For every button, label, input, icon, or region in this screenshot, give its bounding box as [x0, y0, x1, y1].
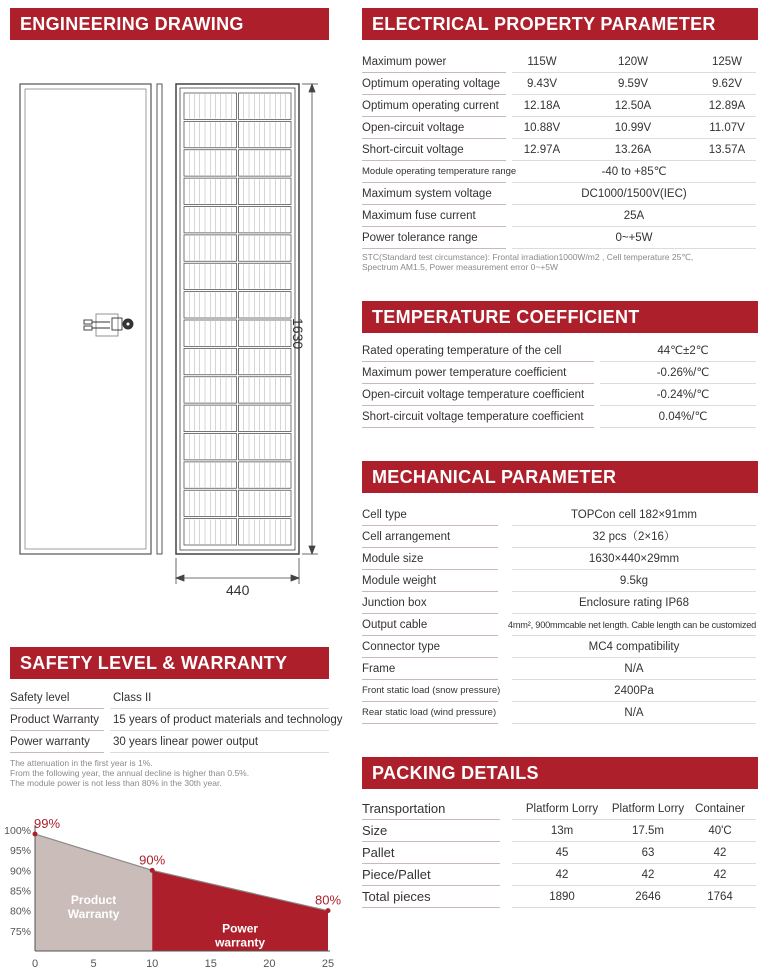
x-tick-label: 0	[31, 958, 39, 970]
safety-row-value: Class II	[113, 692, 152, 704]
packing-row-value: 13m	[550, 825, 574, 837]
electrical-row-value: 25A	[623, 210, 645, 222]
packing-row-value: 45	[555, 847, 569, 859]
row-divider	[362, 569, 498, 570]
electrical-row-label: Short-circuit voltage	[362, 144, 464, 156]
data-label: 80%	[314, 892, 342, 908]
row-divider	[512, 885, 756, 886]
electrical-row-label: Maximum power	[362, 56, 447, 68]
y-tick-label: 85%	[9, 885, 31, 898]
data-label: 99%	[34, 816, 61, 832]
electrical-row-value: 12.89A	[708, 100, 746, 112]
mechanical-row-value: 32 pcs（2×16）	[592, 531, 676, 543]
electrical-row-value: 12.97A	[523, 144, 561, 156]
engineering-drawing	[0, 70, 340, 610]
electrical-row-value: 9.43V	[526, 78, 558, 90]
temperature-title: TEMPERATURE COEFFICIENT	[372, 306, 640, 327]
row-divider	[362, 427, 594, 428]
row-divider	[600, 383, 756, 384]
row-divider	[600, 405, 756, 406]
row-divider	[362, 525, 498, 526]
row-divider	[362, 863, 500, 864]
packing-title: PACKING DETAILS	[372, 762, 539, 783]
mechanical-row-label: Module size	[362, 553, 424, 565]
mechanical-row-label: Front static load (snow pressure)	[362, 685, 501, 696]
row-divider	[512, 226, 756, 227]
packing-row-value: 1890	[549, 891, 575, 903]
row-divider	[362, 248, 506, 249]
temperature-row-label: Short-circuit voltage temperature coefficient	[362, 411, 584, 423]
row-divider	[362, 204, 506, 205]
row-divider	[362, 907, 500, 908]
row-divider	[110, 752, 329, 753]
row-divider	[512, 841, 756, 842]
data-label: 90%	[139, 852, 166, 868]
electrical-row-value: -40 to +85℃	[601, 166, 667, 178]
row-divider	[362, 885, 500, 886]
safety-row-value: 30 years linear power output	[113, 736, 259, 748]
y-tick-label: 80%	[9, 905, 31, 918]
mechanical-row-label: Output cable	[362, 619, 428, 631]
safety-row-label: Product Warranty	[10, 714, 100, 726]
packing-row-value: 42	[641, 869, 655, 881]
mechanical-row-value: MC4 compatibility	[588, 641, 680, 653]
electrical-row-value: DC1000/1500V(IEC)	[581, 188, 687, 200]
row-divider	[362, 613, 498, 614]
safety-note-1: The attenuation in the first year is 1%.	[10, 758, 153, 768]
mechanical-row-value: 9.5kg	[619, 575, 649, 587]
safety-note-2: From the following year, the annual decline is higher than 0.5%.	[10, 768, 250, 778]
row-divider	[512, 679, 756, 680]
mechanical-row-label: Cell type	[362, 509, 407, 521]
mechanical-title: MECHANICAL PARAMETER	[372, 466, 617, 487]
mechanical-row-value: N/A	[624, 707, 644, 719]
y-tick-label: 90%	[9, 865, 31, 878]
width-dimension-label: 440	[226, 582, 250, 598]
row-divider	[10, 752, 104, 753]
row-divider	[512, 819, 756, 820]
mechanical-banner	[362, 461, 758, 493]
mechanical-row-value: TOPCon cell 182×91mm	[570, 509, 698, 521]
packing-header-col: Platform Lorry	[525, 803, 599, 815]
panel-side-profile	[157, 84, 162, 554]
mechanical-row-label: Frame	[362, 663, 396, 675]
panel-back-view	[20, 84, 151, 554]
mechanical-row-value: 4mm², 900mmcable net length. Cable length can be customized	[507, 620, 757, 630]
row-divider	[362, 701, 498, 702]
row-divider	[362, 160, 506, 161]
mechanical-row-value: N/A	[624, 663, 644, 675]
electrical-row-label: Optimum operating voltage	[362, 78, 501, 90]
row-divider	[362, 116, 506, 117]
row-divider	[512, 723, 756, 724]
row-divider	[512, 591, 756, 592]
electrical-row-label: Maximum fuse current	[362, 210, 476, 222]
electrical-row-label: Module operating temperature range	[362, 166, 517, 177]
packing-row-value: 42	[713, 869, 727, 881]
row-divider	[110, 708, 329, 709]
packing-row-value: 17.5m	[632, 825, 664, 837]
packing-row-value: 2646	[635, 891, 661, 903]
packing-header-label: Transportation	[362, 801, 446, 816]
safety-row-label: Power warranty	[10, 736, 90, 748]
row-divider	[362, 591, 498, 592]
row-divider	[362, 841, 500, 842]
row-divider	[362, 94, 506, 95]
row-divider	[512, 138, 756, 139]
row-divider	[512, 160, 756, 161]
row-divider	[512, 547, 756, 548]
temperature-row-value: 0.04%/℃	[658, 411, 708, 423]
y-tick-label: 95%	[9, 845, 31, 858]
warranty-chart	[0, 815, 345, 971]
height-dimension-label: 1630	[290, 318, 306, 350]
row-divider	[512, 657, 756, 658]
packing-row-value: 63	[641, 847, 655, 859]
y-tick-label: 75%	[9, 925, 31, 938]
row-divider	[600, 427, 756, 428]
region-label: Power	[222, 921, 259, 936]
mechanical-row-label: Junction box	[362, 597, 427, 609]
packing-row-value: 40'C	[708, 825, 732, 837]
safety-row-label: Safety level	[10, 692, 70, 704]
safety-title: SAFETY LEVEL & WARRANTY	[20, 652, 288, 673]
width-dimension	[176, 558, 299, 584]
electrical-row-value: 13.57A	[708, 144, 746, 156]
temperature-row-value: 44℃±2℃	[657, 345, 709, 357]
mechanical-row-label: Rear static load (wind pressure)	[362, 707, 497, 718]
data-point	[33, 832, 38, 837]
mechanical-row-value: 1630×440×29mm	[588, 553, 680, 565]
x-tick-label: 5	[90, 958, 97, 970]
row-divider	[362, 723, 498, 724]
temperature-row-value: -0.26%/℃	[656, 367, 710, 379]
mechanical-row-label: Cell arrangement	[362, 531, 451, 543]
mechanical-row-value: Enclosure rating IP68	[579, 597, 689, 609]
row-divider	[512, 525, 756, 526]
row-divider	[362, 138, 506, 139]
electrical-row-value: 0~+5W	[615, 232, 653, 244]
row-divider	[362, 383, 594, 384]
engineering-drawing-title: ENGINEERING DRAWING	[20, 13, 244, 34]
electrical-row-label: Optimum operating current	[362, 100, 499, 112]
packing-row-value: 42	[555, 869, 569, 881]
electrical-row-value: 9.62V	[711, 78, 743, 90]
safety-note-3: The module power is not less than 80% in the 30th year.	[10, 778, 222, 788]
row-divider	[362, 182, 506, 183]
packing-row-label: Total pieces	[362, 889, 431, 904]
row-divider	[512, 701, 756, 702]
electrical-row-label: Power tolerance range	[362, 232, 478, 244]
row-divider	[110, 730, 329, 731]
mechanical-row-value: 2400Pa	[614, 685, 654, 697]
row-divider	[512, 248, 756, 249]
row-divider	[600, 361, 756, 362]
temperature-row-label: Maximum power temperature coefficient	[362, 367, 567, 379]
row-divider	[362, 72, 506, 73]
mechanical-row-label: Connector type	[362, 641, 440, 653]
row-divider	[362, 547, 498, 548]
row-divider	[10, 708, 104, 709]
x-tick-label: 15	[204, 958, 217, 970]
temperature-row-label: Rated operating temperature of the cell	[362, 345, 562, 357]
electrical-note-1: STC(Standard test circumstance): Frontal irradiation1000W/m2 , Cell temperature 25℃,	[362, 252, 694, 262]
x-tick-label: 25	[321, 958, 335, 970]
row-divider	[512, 94, 756, 95]
row-divider	[512, 907, 756, 908]
row-divider	[512, 116, 756, 117]
temperature-row-label: Open-circuit voltage temperature coefficient	[362, 389, 585, 401]
electrical-row-value: 115W	[527, 56, 557, 68]
electrical-row-value: 120W	[617, 56, 649, 68]
row-divider	[362, 635, 498, 636]
packing-header-col: Platform Lorry	[611, 803, 685, 815]
data-point	[150, 868, 155, 873]
row-divider	[10, 730, 104, 731]
row-divider	[362, 361, 594, 362]
region-label: Warranty	[67, 907, 120, 922]
region-label: Product	[70, 893, 117, 908]
row-divider	[362, 819, 500, 820]
electrical-row-value: 13.26A	[614, 144, 652, 156]
packing-row-label: Piece/Pallet	[362, 867, 431, 882]
row-divider	[362, 657, 498, 658]
electrical-banner	[362, 8, 758, 40]
packing-row-label: Pallet	[362, 845, 395, 860]
electrical-row-value: 10.88V	[523, 122, 561, 134]
row-divider	[362, 226, 506, 227]
row-divider	[512, 72, 756, 73]
region-label: warranty	[215, 935, 266, 950]
safety-banner	[10, 647, 329, 679]
engineering-drawing-banner	[10, 8, 329, 40]
y-tick-label: 100%	[4, 825, 31, 837]
electrical-row-label: Open-circuit voltage	[362, 122, 465, 134]
row-divider	[362, 405, 594, 406]
packing-row-label: Size	[362, 823, 388, 838]
electrical-row-value: 12.18A	[523, 100, 561, 112]
electrical-row-value: 9.59V	[617, 78, 649, 90]
row-divider	[512, 182, 756, 183]
packing-header-col: Container	[695, 803, 745, 815]
electrical-row-value: 11.07V	[709, 122, 745, 134]
data-point	[326, 908, 331, 913]
electrical-row-value: 10.99V	[614, 122, 652, 134]
packing-row-value: 1764	[707, 891, 733, 903]
row-divider	[512, 569, 756, 570]
packing-banner	[362, 757, 758, 789]
x-tick-label: 20	[263, 958, 276, 970]
temperature-banner	[362, 301, 758, 333]
row-divider	[512, 204, 756, 205]
electrical-note-2: Spectrum AM1.5, Power measurement error 0~+5W	[362, 262, 559, 272]
row-divider	[362, 679, 498, 680]
electrical-title: ELECTRICAL PROPERTY PARAMETER	[372, 13, 716, 34]
electrical-row-value: 12.50A	[614, 100, 652, 112]
mechanical-row-label: Module weight	[362, 575, 437, 587]
electrical-row-label: Maximum system voltage	[362, 188, 492, 200]
safety-row-value: 15 years of product materials and technology	[113, 714, 343, 726]
row-divider	[512, 863, 756, 864]
electrical-row-value: 125W	[711, 56, 743, 68]
x-tick-label: 10	[146, 958, 159, 970]
row-divider	[512, 635, 756, 636]
packing-row-value: 42	[713, 847, 727, 859]
row-divider	[512, 613, 756, 614]
temperature-row-value: -0.24%/℃	[656, 389, 710, 401]
